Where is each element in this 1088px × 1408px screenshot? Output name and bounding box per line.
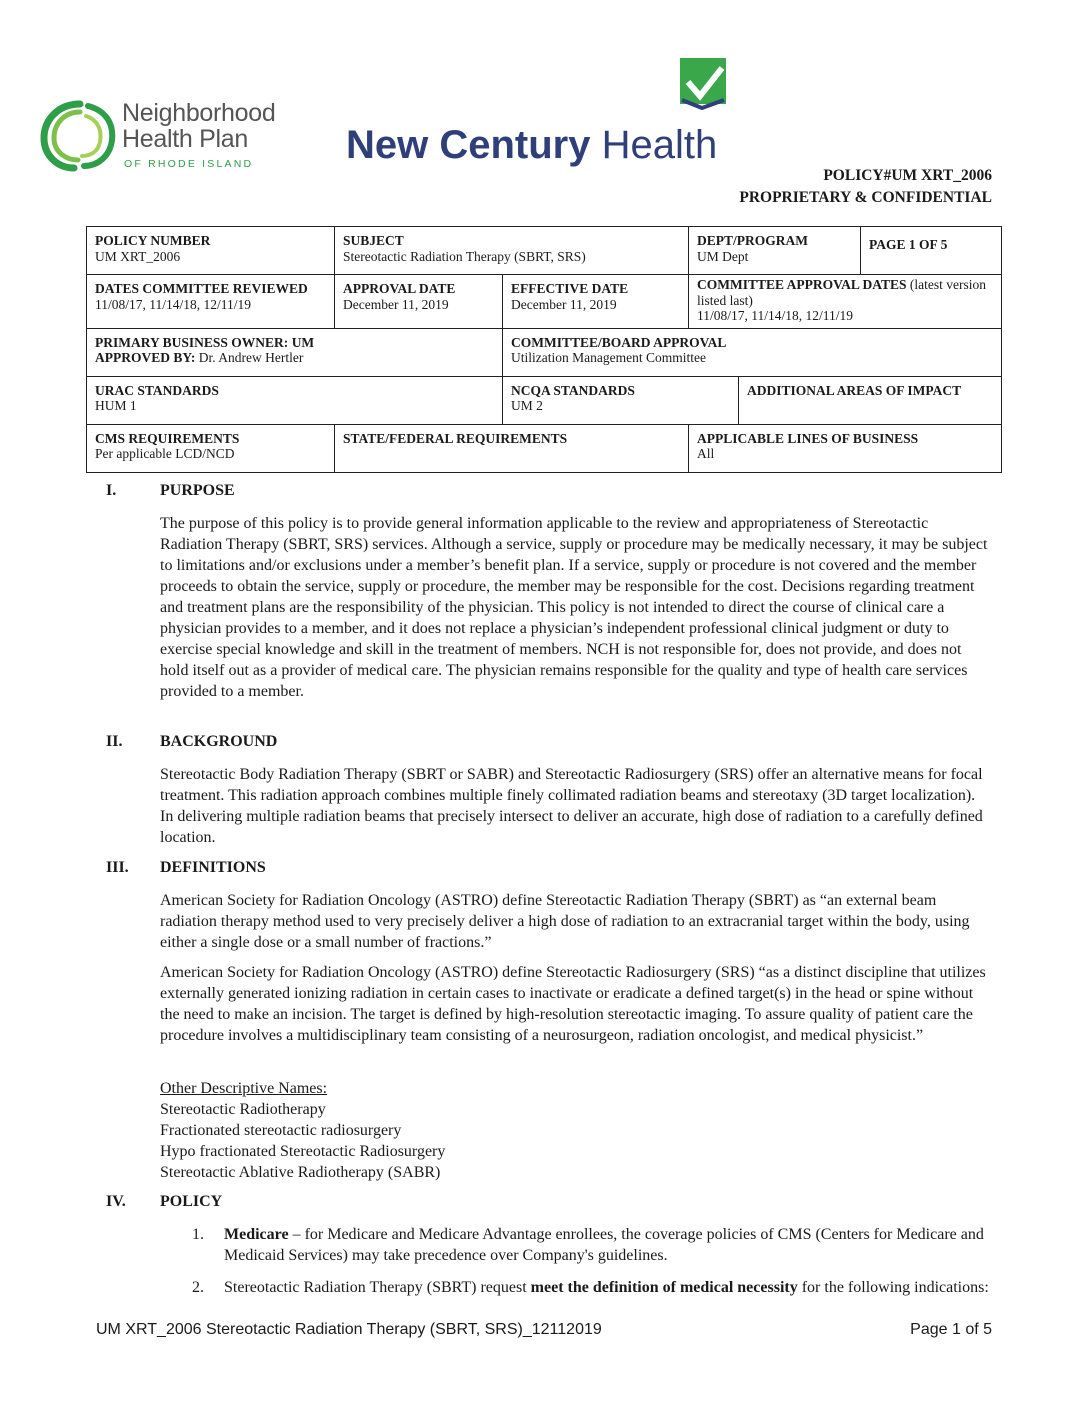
dates-reviewed-cell: DATES COMMITTEE REVIEWED 11/08/17, 11/14/18, 12/11/19 — [87, 275, 335, 329]
background-text: Stereotactic Body Radiation Therapy (SBRT or SABR) and Stereotactic Radiosurgery (SRS) offer an alternative means for focal treatment. This radiation approach combines multiple finely collimated radiation beams and stereotaxy (3D target localization). In delivering multiple radiation beams that precisely intersect to deliver an accurate, high dose of radiation to a carefully defined location. — [160, 766, 983, 846]
nch-logo — [346, 56, 746, 171]
policy-item-2: 2. Stereotactic Radiation Therapy (SBRT) request meet the definition of medical necessity for the following indications: — [192, 1279, 989, 1296]
purpose-text: The purpose of this policy is to provide general information applicable to the review and appropriateness of Stereotactic Radiation Therapy (SBRT, SRS) services. Although a service, supply or procedure may be medically necessary, it may be subject to limitations and/or exclusions under a member’s benefit plan. If a service, supply or procedure is not covered and the member proceeds to obtain the service, supply or procedure, the member may be responsible for the cost. Decisions regarding treatment and treatment plans are the responsibility of the physician. This policy is not intended to direct the course of clinical care a physician provides to a member, and it does not replace a physician’s independent professional clinical judgment or duty to exercise special knowledge and skill in the treatment of members. NCH is not responsible for, does not provide, and does not hold itself out as a provider of medical care. The physician remains responsible for the quality and type of health care services provided to a member. — [160, 515, 988, 700]
effective-date-cell: EFFECTIVE DATE December 11, 2019 — [503, 275, 689, 329]
nhp-logo — [40, 96, 310, 174]
page-cell: PAGE 1 OF 5 — [861, 227, 1002, 275]
state-federal-cell: STATE/FEDERAL REQUIREMENTS — [335, 424, 689, 472]
section-heading-purpose: I. PURPOSE — [106, 482, 235, 499]
confidential-line: PROPRIETARY & CONFIDENTIAL — [739, 189, 992, 206]
table-row — [87, 424, 1002, 472]
ncqa-cell: NCQA STANDARDS UM 2 — [503, 376, 739, 424]
footer-page-number: Page 1 of 5 — [910, 1321, 992, 1338]
nhp-swirl-icon — [40, 96, 120, 174]
list-item: Hypo fractionated Stereotactic Radiosurgery — [160, 1143, 446, 1160]
cms-cell: CMS REQUIREMENTS Per applicable LCD/NCD — [87, 424, 335, 472]
dept-cell: DEPT/PROGRAM UM Dept — [689, 227, 861, 275]
policy-item-1: 1. Medicare – for Medicare and Medicare Advantage enrollees, the coverage policies of CMS (Centers for Medicare and Medicaid Services) may take precedence over Company's guidelines. — [192, 1226, 984, 1264]
footer-document-id: UM XRT_2006 Stereotactic Radiation Therapy (SBRT, SRS)_12112019 — [96, 1321, 602, 1338]
committee-dates-cell: COMMITTEE APPROVAL DATES (latest version listed last) 11/08/17, 11/14/18, 12/11/19 — [689, 275, 1002, 329]
board-approval-cell: COMMITTEE/BOARD APPROVAL Utilization Management Committee — [503, 328, 1002, 376]
owner-cell: PRIMARY BUSINESS OWNER: UM APPROVED BY: Dr. Andrew Hertler — [87, 328, 503, 376]
urac-cell: URAC STANDARDS HUM 1 — [87, 376, 503, 424]
lob-cell: APPLICABLE LINES OF BUSINESS All — [689, 424, 1002, 472]
list-item: Fractionated stereotactic radiosurgery — [160, 1122, 402, 1139]
other-names-heading: Other Descriptive Names: — [160, 1080, 328, 1097]
policy-info-table — [86, 226, 1002, 473]
definitions-text-srs: American Society for Radiation Oncology (ASTRO) define Stereotactic Radiosurgery (SRS) “as a distinct discipline that utilizes externally generated ionizing radiation in certain cases to inactivate or eradicate a defined target(s) in the head or spine without the need to make an incision. The target is defined by high-resolution stereotactic imaging. To assure quality of patient care the procedure involves a multidisciplinary team consisting of a neurosurgeon, radiation oncologist, and medical physicist.” — [160, 964, 986, 1044]
list-item: Stereotactic Ablative Radiotherapy (SABR) — [160, 1164, 441, 1181]
table-row — [87, 376, 1002, 424]
impact-cell: ADDITIONAL AREAS OF IMPACT — [739, 376, 1002, 424]
definitions-text-sbrt: American Society for Radiation Oncology (ASTRO) define Stereotactic Radiation Therapy (SBRT) as “an external beam radiation therapy method used to very precisely deliver a high dose of radiation to an extracranial target within the body, using either a single dose or a small number of fractions.” — [160, 892, 970, 951]
section-heading-definitions: III. DEFINITIONS — [106, 859, 266, 876]
table-row — [87, 275, 1002, 329]
policy-header — [739, 165, 992, 209]
list-item: Stereotactic Radiotherapy — [160, 1101, 326, 1118]
nhp-subtitle: OF RHODE ISLAND — [124, 158, 254, 170]
table-row — [87, 328, 1002, 376]
approval-date-cell: APPROVAL DATE December 11, 2019 — [335, 275, 503, 329]
policy-number-line: POLICY#UM XRT_2006 — [823, 167, 992, 184]
nhp-name: Neighborhood Health Plan — [122, 99, 276, 153]
table-row — [87, 227, 1002, 275]
policy-number-cell: POLICY NUMBER UM XRT_2006 — [87, 227, 335, 275]
nch-wordmark: New Century Health — [346, 123, 718, 167]
section-heading-background: II. BACKGROUND — [106, 733, 278, 750]
checkmark-icon — [678, 56, 728, 110]
other-names-list — [160, 1078, 445, 1183]
subject-cell: SUBJECT Stereotactic Radiation Therapy (SBRT, SRS) — [335, 227, 689, 275]
section-heading-policy: IV. POLICY — [106, 1193, 223, 1210]
